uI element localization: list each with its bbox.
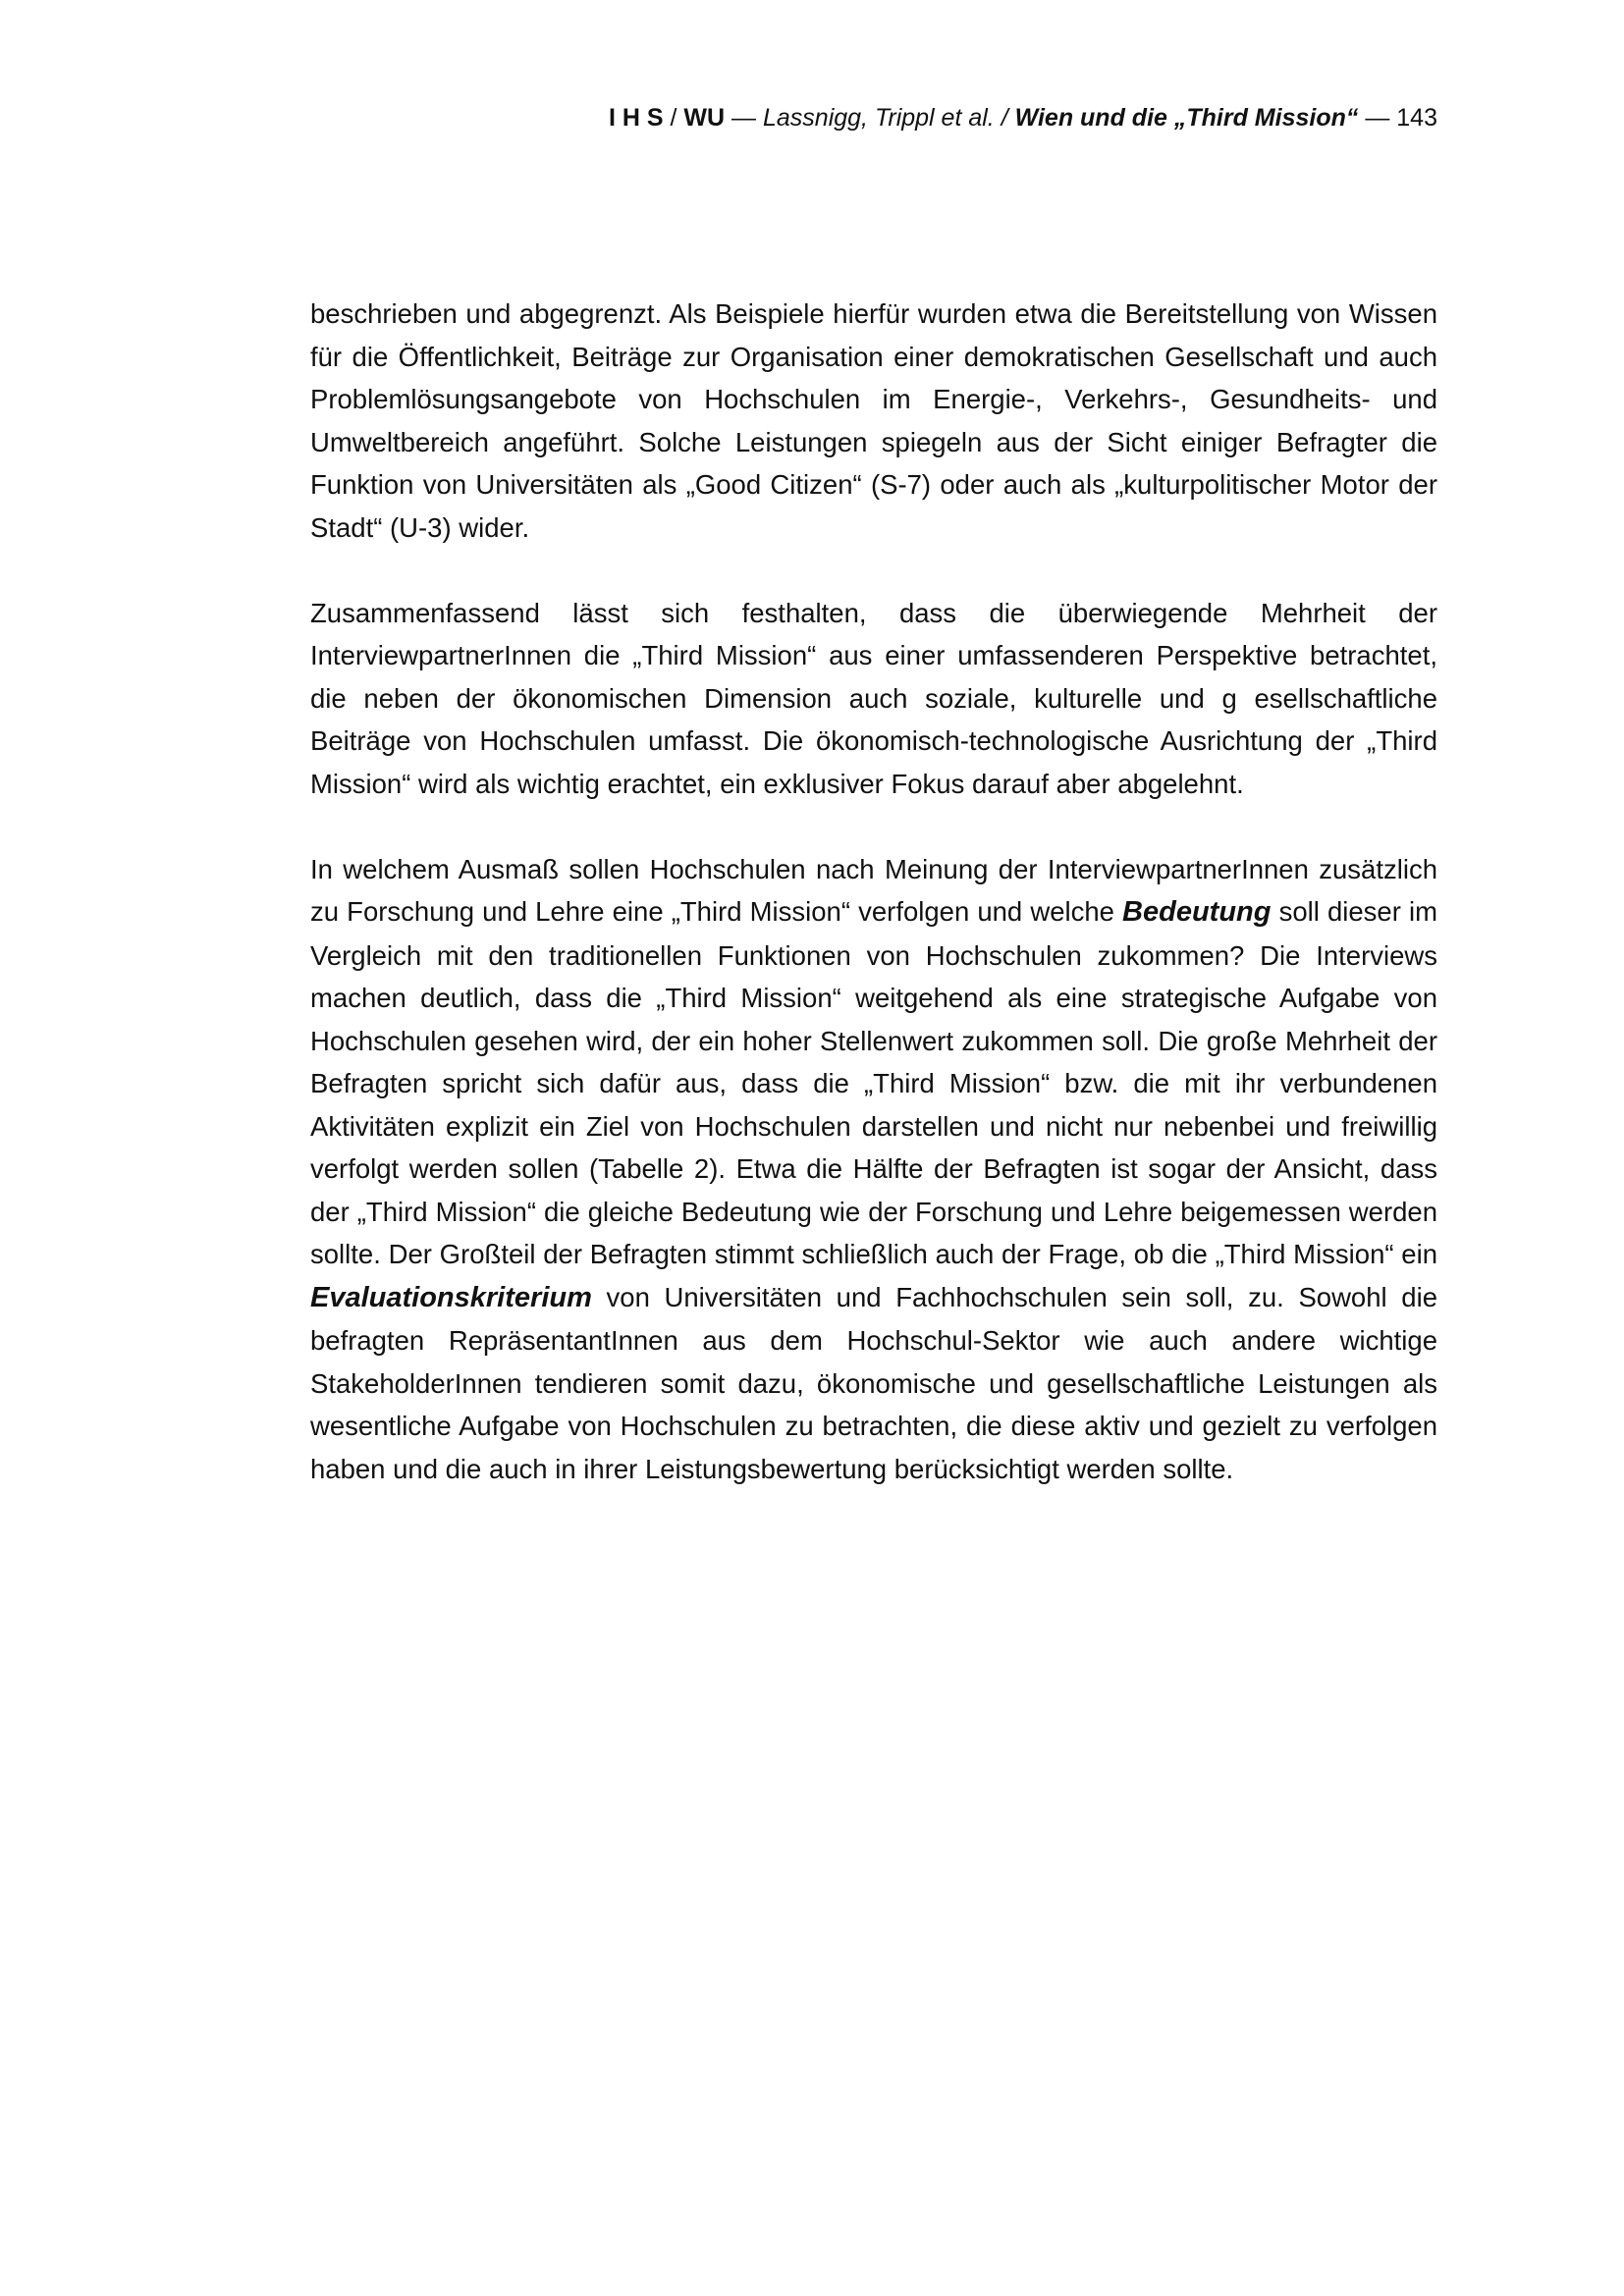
header-authors: Lassnigg, Trippl et al. / <box>762 104 1015 132</box>
emphasis-evaluationskriterium: Evaluationskriterium <box>310 1281 592 1313</box>
header-org2: WU <box>683 104 726 132</box>
page-number: 143 <box>1396 104 1437 132</box>
header-org: I H S <box>609 104 664 132</box>
running-header <box>609 102 1437 133</box>
paragraph-1: beschrieben und abgegrenzt. Als Beispiele hierfür wurden etwa die Bereitstellung von Wissen für die Öffentlichkeit, Beiträge zur Organisation einer demokratischen Gesellschaft und auch Problemlösungsangebote von Hochschulen im Energie-, Verkehrs-, Gesundheits- und Umweltbereich angeführt. Solche Leistungen spiegeln aus der Sicht einiger Befragter die Funktion von Universitäten als „Good Citizen“ (S-7) oder auch als „kulturpolitischer Motor der Stadt“ (U-3) wider. <box>310 298 1437 543</box>
paragraph-3-part-c: von Universitäten und Fachhochschulen sein soll, zu. Sowohl die befragten RepräsentantInnen aus dem Hochschul-Sektor wie auch andere wichtige StakeholderInnen tendieren somit dazu, ökonomische und gesellschaftliche Leistungen als wesentliche Aufgabe von Hochschulen zu betrachten, die diese aktiv und gezielt zu verfolgen haben und die auch in ihrer Leistungsbewertung berücksichtigt werden sollte. <box>310 1281 1437 1484</box>
emphasis-bedeutung: Bedeutung <box>1122 896 1272 928</box>
header-title: Wien und die „Third Mission“ <box>1014 104 1359 132</box>
body-text <box>310 293 1437 1533</box>
paragraph-2: Zusammenfassend lässt sich festhalten, dass die überwiegende Mehrheit der InterviewpartnerInnen die „Third Mission“ aus einer umfassenderen Perspektive betrachtet, die neben der ökonomischen Dimension auch soziale, kulturelle und g esellschaftliche Beiträge von Hochschulen umfasst. Die ökonomisch-technologische Ausrichtung der „Third Mission“ wird als wichtig erachtet, ein exklusiver Fokus darauf aber abgelehnt. <box>310 597 1437 799</box>
paragraph-3 <box>310 848 1437 1491</box>
paragraph-3-part-a: In welchem Ausmaß sollen Hochschulen nach Meinung der InterviewpartnerInnen zusätzlich zu Forschung und Lehre eine „Third Mission“ verfolgen und welche <box>310 853 1437 927</box>
header-dash-2: — <box>1358 104 1397 132</box>
header-dash: — <box>725 104 763 132</box>
header-separator: / <box>663 104 684 132</box>
paragraph-3-part-b: soll dieser im Vergleich mit den traditionellen Funktionen von Hochschulen zukommen? Die Interviews machen deutlich, dass die „Third Mission“ weitgehend als eine strategische Aufgabe von Hochschulen gesehen wird, der ein hoher Stellenwert zukommen soll. Die große Mehrheit der Befragten spricht sich dafür aus, dass die „Third Mission“ bzw. die mit ihr verbundenen Aktivitäten explizit ein Ziel von Hochschulen darstellen und nicht nur nebenbei und freiwillig verfolgt werden sollen (Tabelle 2). Etwa die Hälfte der Befragten ist sogar der Ansicht, dass der „Third Mission“ die gleiche Bedeutung wie der Forschung und Lehre beigemessen werden sollte. Der Großteil der Befragten stimmt schließlich auch der Frage, ob die „Third Mission“ ein <box>310 896 1437 1269</box>
